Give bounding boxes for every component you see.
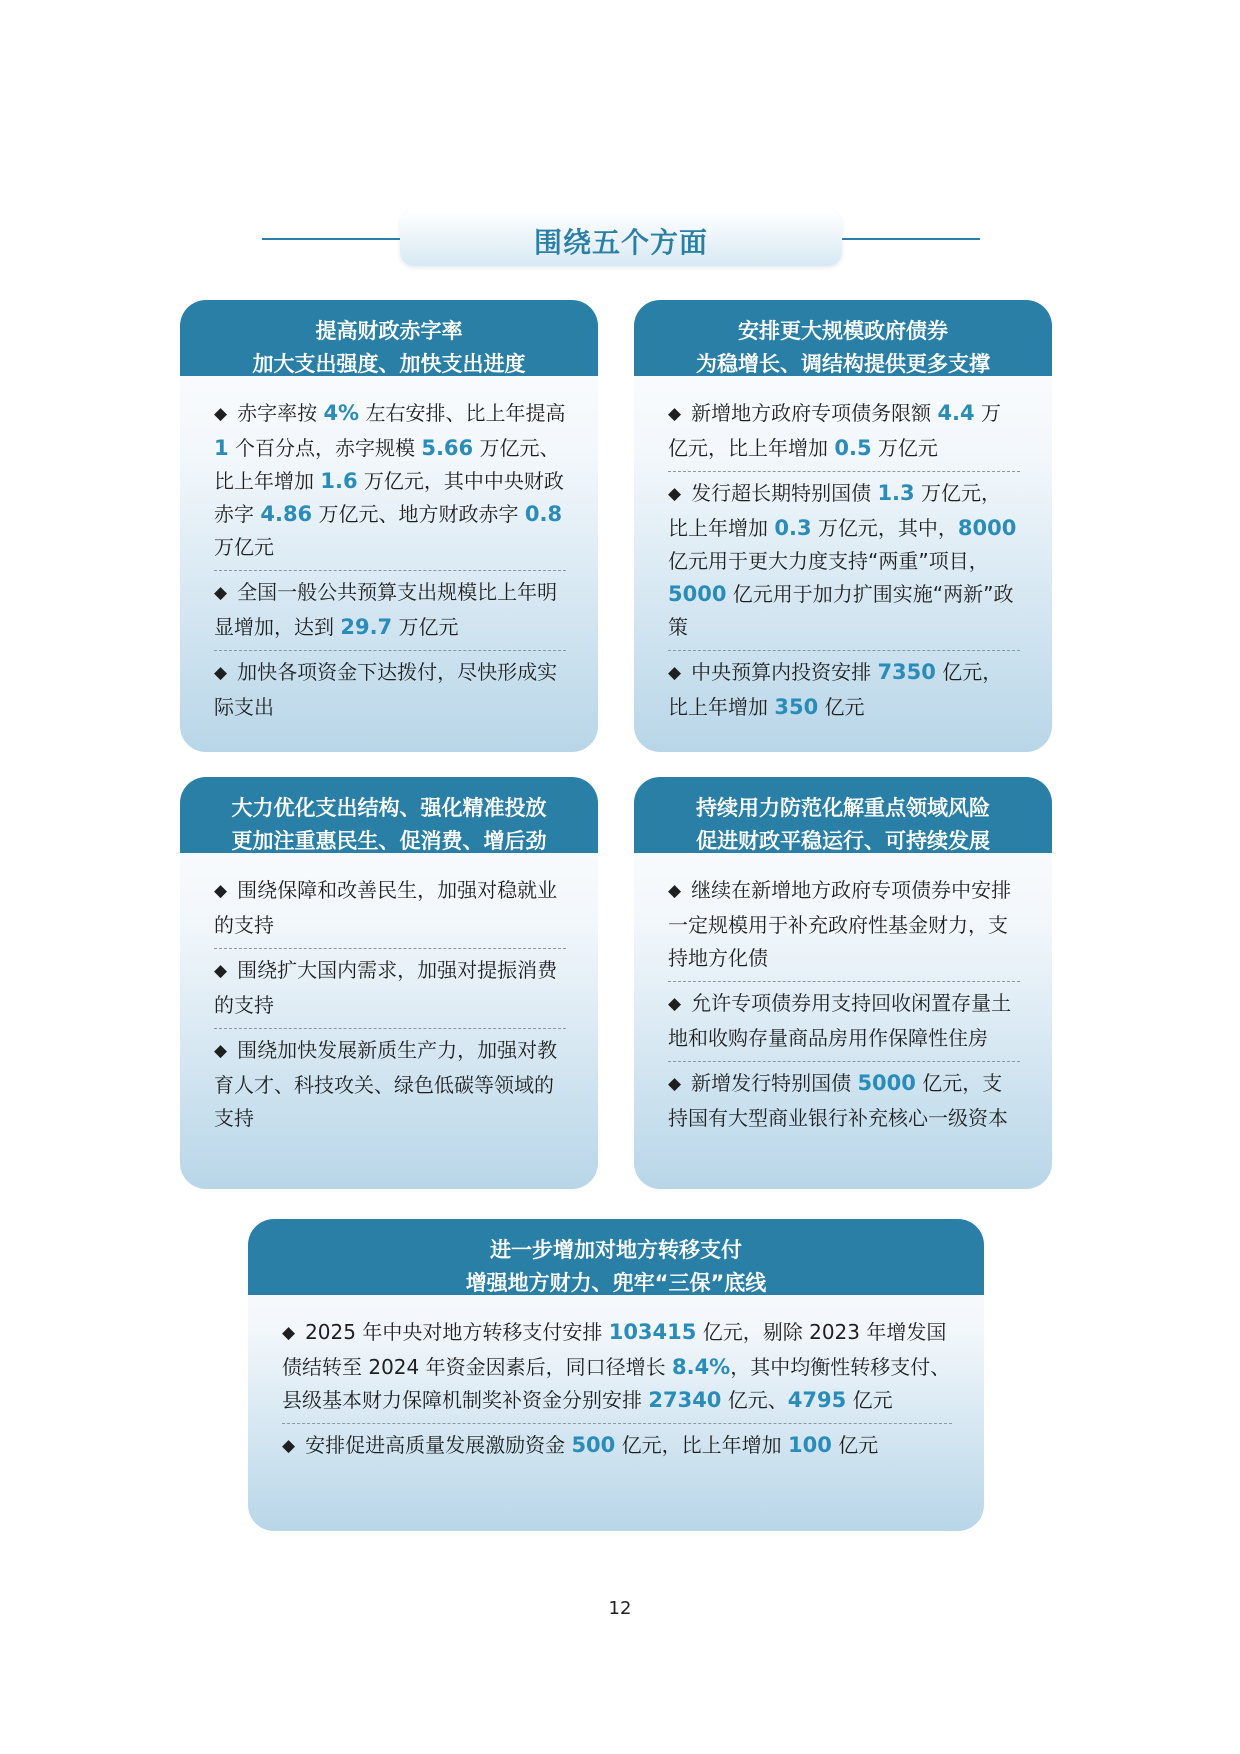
bullet-item [214,392,566,571]
diamond-bullet-icon: ◆ [668,1074,682,1094]
diamond-bullet-icon: ◆ [282,1436,296,1456]
page-number: 12 [608,1598,632,1619]
card-risk-prevention [634,777,1052,1189]
card-heading-line: 进一步增加对地方转移支付 [490,1238,742,1262]
item-text: 安排促进高质量发展激励资金 [305,1433,572,1457]
card-body [180,376,598,730]
item-text: 2025 年中央对地方转移支付安排 [305,1320,609,1344]
bullet-item [668,651,1020,730]
page-title: 围绕五个方面 [533,226,708,259]
highlight-number: 4.4 [937,401,975,425]
item-text: 万亿元、地方财政赤字 [312,502,525,526]
highlight-number: 1.3 [877,481,915,505]
item-text: 新增地方政府专项债务限额 [691,401,938,425]
card-heading-line: 为稳增长、调结构提供更多支撑 [696,352,990,376]
card-deficit [180,300,598,752]
highlight-number: 500 [571,1433,616,1457]
highlight-number: 8.4% [671,1355,731,1379]
diamond-bullet-icon: ◆ [668,663,682,683]
card-heading-line: 增强地方财力、兜牢“三保”底线 [465,1271,767,1295]
highlight-number: 103415 [608,1320,697,1344]
item-text: 继续在新增地方政府专项债券中安排一定规模用于补充政府性基金财力，支持地方化债 [668,878,1012,970]
bullet-item [668,1062,1020,1141]
card-header [634,777,1052,853]
item-text: 围绕加快发展新质生产力，加强对教育人才、科技攻关、绿色低碳等领域的支持 [214,1038,558,1130]
highlight-number: 27340 [648,1388,722,1412]
highlight-number: 0.3 [774,516,812,540]
highlight-number: 0.8 [524,502,563,526]
highlight-number: 0.5 [834,436,872,460]
diamond-bullet-icon: ◆ [214,404,228,424]
title-pill [400,210,842,266]
card-heading-line: 持续用力防范化解重点领域风险 [696,796,990,820]
card-heading-line: 大力优化支出结构、强化精准投放 [231,796,547,820]
item-text: 万亿元，其中， [811,516,958,540]
highlight-number: 4795 [787,1388,847,1412]
card-heading-line: 促进财政平稳运行、可持续发展 [696,829,990,853]
bullet-item [214,651,566,730]
item-text: 亿元，比上年增加 [668,660,1003,719]
diamond-bullet-icon: ◆ [668,881,682,901]
bullet-item [214,949,566,1029]
highlight-number: 100 [788,1433,832,1457]
diamond-bullet-icon: ◆ [214,663,228,683]
highlight-number: 4.86 [260,502,313,526]
item-text: 亿元 [846,1388,893,1412]
highlight-number: 1.6 [320,469,358,493]
item-text: 万亿元 [214,535,274,559]
highlight-number: 29.7 [340,615,393,639]
diamond-bullet-icon: ◆ [214,961,228,981]
card-header [180,300,598,376]
item-text: ，其中均衡性转移支付、县级基本财力保障机制奖补资金分别安排 [282,1355,951,1412]
card-bonds [634,300,1052,752]
item-text: 万亿元，比上年增加 [668,481,1001,540]
highlight-number: 5000 [668,582,727,606]
highlight-number: 5.66 [421,436,474,460]
bullet-item [214,869,566,949]
card-heading-line: 提高财政赤字率 [315,319,463,343]
item-text: 新增发行特别国债 [691,1071,858,1095]
item-text: 围绕保障和改善民生，加强对稳就业的支持 [214,878,558,937]
highlight-number: 350 [774,695,819,719]
item-text: 亿元用于更大力度支持“两重”项目， [668,549,989,573]
diamond-bullet-icon: ◆ [668,404,682,424]
item-text: 发行超长期特别国债 [691,481,878,505]
bullet-item [668,472,1020,651]
diamond-bullet-icon: ◆ [668,484,682,504]
bullet-item [214,571,566,651]
bullet-item [282,1424,952,1470]
item-text: 围绕扩大国内需求，加强对提振消费的支持 [214,958,558,1017]
card-body [634,376,1052,730]
item-text: 亿元 [831,1433,879,1457]
card-body [248,1295,984,1470]
item-text: 万亿元、比上年增加 [214,436,560,493]
card-body [180,853,598,1141]
bullet-item [282,1311,952,1424]
item-text: 亿元，支持国有大型商业银行补充核心一级资本 [668,1071,1008,1130]
highlight-number: 5000 [857,1071,916,1095]
item-text: 赤字率按 [237,401,324,425]
section-title [262,210,980,272]
bullet-item [668,869,1020,982]
item-text: 亿元用于加力扩围实施“两新”政策 [668,582,1014,639]
bullet-item [668,982,1020,1062]
item-text: 个百分点，赤字规模 [228,436,422,460]
item-text: 万亿元，其中中央财政赤字 [214,469,564,526]
item-text: 左右安排、比上年提高 [359,401,566,425]
item-text: 亿元、 [721,1388,788,1412]
highlight-number: 7350 [877,660,936,684]
card-header [634,300,1052,376]
diamond-bullet-icon: ◆ [668,994,682,1014]
bullet-item [214,1029,566,1141]
card-heading-line: 更加注重惠民生、促消费、增后劲 [231,829,547,853]
card-header [180,777,598,853]
card-transfer-payments [248,1219,984,1531]
card-heading-line: 安排更大规模政府债券 [738,319,948,343]
item-text: 亿元，比上年增加 [615,1433,788,1457]
card-body [634,853,1052,1141]
highlight-number: 8000 [957,516,1017,540]
item-text: 全国一般公共预算支出规模比上年明显增加，达到 [214,580,558,639]
card-spending-structure [180,777,598,1189]
item-text: 亿元 [818,695,865,719]
highlight-number: 1 [214,436,229,460]
diamond-bullet-icon: ◆ [214,583,228,603]
item-text: 万亿元，比上年增加 [668,401,1001,460]
item-text: 万亿元 [871,436,938,460]
bullet-item [668,392,1020,472]
item-text: 中央预算内投资安排 [691,660,878,684]
diamond-bullet-icon: ◆ [282,1323,296,1343]
diamond-bullet-icon: ◆ [214,1041,228,1061]
diamond-bullet-icon: ◆ [214,881,228,901]
item-text: 加快各项资金下达拨付，尽快形成实际支出 [214,660,558,719]
card-header [248,1219,984,1295]
item-text: 万亿元 [392,615,459,639]
item-text: 允许专项债券用支持回收闲置存量土地和收购存量商品房用作保障性住房 [668,991,1012,1050]
highlight-number: 4% [323,401,360,425]
card-heading-line: 加大支出强度、加快支出进度 [252,352,526,376]
item-text: 亿元，剔除 2023 年增发国债结转至 2024 年资金因素后，同口径增长 [282,1320,947,1379]
